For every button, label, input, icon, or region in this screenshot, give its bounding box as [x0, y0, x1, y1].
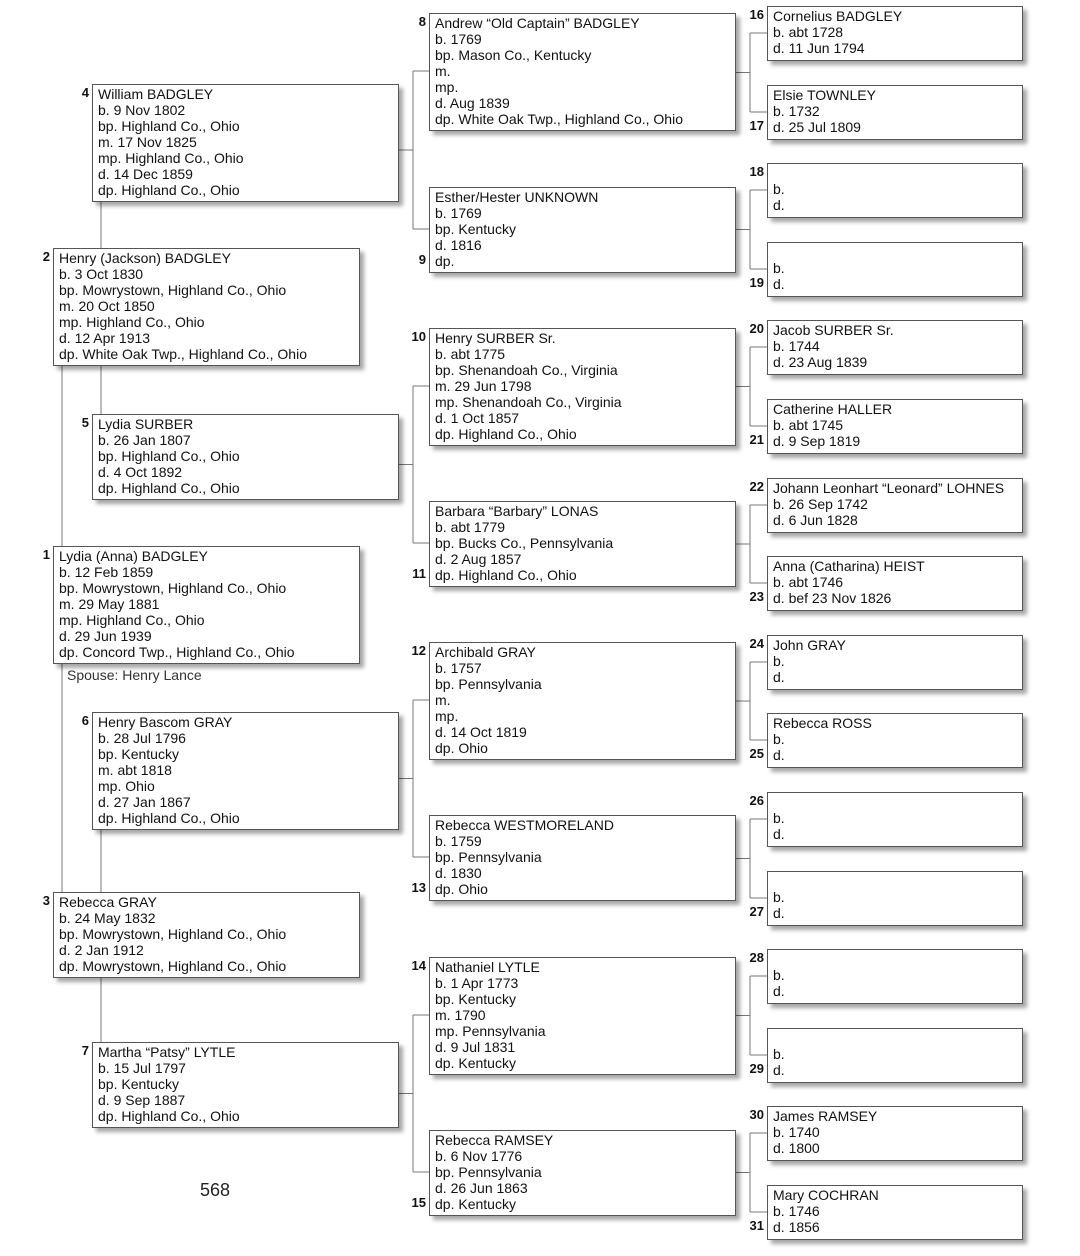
person-box-15[interactable]	[429, 1130, 736, 1216]
ahnentafel-number: 14	[411, 958, 426, 973]
person-name: Rebecca GRAY	[59, 894, 157, 910]
person-detail: b. 28 Jul 1796	[98, 730, 186, 746]
person-detail: mp. Highland Co., Ohio	[98, 150, 244, 166]
person-detail: m.	[435, 63, 451, 79]
person-detail: bp. Mowrystown, Highland Co., Ohio	[59, 580, 287, 596]
person-detail: b. 15 Jul 1797	[98, 1060, 186, 1076]
person-detail: d. 23 Aug 1839	[773, 354, 868, 370]
person-detail: bp. Bucks Co., Pennsylvania	[435, 535, 614, 551]
person-detail: bp. Pennsylvania	[435, 849, 542, 865]
person-box-19[interactable]	[767, 242, 1023, 297]
person-name	[773, 165, 1017, 181]
person-detail: d. 2 Jan 1912	[59, 942, 144, 958]
person-box-23[interactable]	[767, 556, 1023, 611]
person-name	[773, 873, 1017, 889]
person-detail: d.	[773, 826, 785, 842]
person-detail: b. abt 1728	[773, 24, 844, 40]
person-name: Esther/Hester UNKNOWN	[435, 189, 599, 205]
ahnentafel-number: 21	[749, 432, 764, 447]
person-name: Johann Leonhart “Leonard” LOHNES	[773, 480, 1005, 496]
person-name: Elsie TOWNLEY	[773, 87, 876, 103]
person-detail: d. 9 Sep 1819	[773, 433, 861, 449]
person-detail: d.	[773, 197, 785, 213]
person-box-17[interactable]	[767, 85, 1023, 140]
person-detail: b.	[773, 967, 785, 983]
ahnentafel-number: 30	[749, 1107, 764, 1122]
ahnentafel-number: 7	[81, 1043, 89, 1058]
person-detail: d. 12 Apr 1913	[59, 330, 151, 346]
person-detail: bp. Mowrystown, Highland Co., Ohio	[59, 282, 287, 298]
person-detail: d. 1830	[435, 865, 482, 881]
person-detail: d.	[773, 905, 785, 921]
person-detail: d. 25 Jul 1809	[773, 119, 861, 135]
person-detail: bp. Kentucky	[98, 746, 179, 762]
person-detail: b.	[773, 1046, 785, 1062]
person-detail: b. 1744	[773, 338, 820, 354]
person-name	[773, 244, 1017, 260]
person-detail: d. 1856	[773, 1219, 820, 1235]
person-detail: bp. Kentucky	[98, 1076, 179, 1092]
ahnentafel-number: 29	[749, 1061, 764, 1076]
person-detail: b. 26 Jan 1807	[98, 432, 191, 448]
ahnentafel-number: 26	[749, 793, 764, 808]
person-detail: b.	[773, 810, 785, 826]
person-name: Catherine HALLER	[773, 401, 893, 417]
person-box-12[interactable]	[429, 642, 736, 760]
person-name: Andrew “Old Captain” BADGLEY	[435, 15, 640, 31]
person-detail: d.	[773, 276, 785, 292]
person-detail: b. 6 Nov 1776	[435, 1148, 523, 1164]
ahnentafel-number: 4	[81, 85, 89, 100]
ahnentafel-number: 8	[418, 14, 426, 29]
person-detail: d.	[773, 747, 785, 763]
person-detail: d.	[773, 1062, 785, 1078]
person-detail: m. 29 May 1881	[59, 596, 160, 612]
ahnentafel-number: 11	[412, 566, 426, 581]
person-detail: d. 26 Jun 1863	[435, 1180, 528, 1196]
person-name	[773, 951, 1017, 967]
person-detail: d. bef 23 Nov 1826	[773, 590, 892, 606]
ahnentafel-number: 23	[749, 589, 764, 604]
person-box-25[interactable]	[767, 713, 1023, 768]
person-name: William BADGLEY	[98, 86, 214, 102]
person-detail: dp. White Oak Twp., Highland Co., Ohio	[59, 346, 307, 362]
person-box-31[interactable]	[767, 1185, 1023, 1240]
person-detail: d. 1800	[773, 1140, 820, 1156]
person-detail: d. 4 Oct 1892	[98, 464, 183, 480]
person-detail: dp. Highland Co., Ohio	[98, 1108, 240, 1124]
person-box-30[interactable]	[767, 1106, 1023, 1161]
person-detail: b. 24 May 1832	[59, 910, 156, 926]
person-box-16[interactable]	[767, 6, 1023, 61]
person-detail: d.	[773, 669, 785, 685]
ahnentafel-number: 12	[411, 643, 426, 658]
person-detail: dp. Highland Co., Ohio	[98, 810, 240, 826]
person-name: Rebecca WESTMORELAND	[435, 817, 614, 833]
person-detail: d. 2 Aug 1857	[435, 551, 522, 567]
person-detail: dp. Mowrystown, Highland Co., Ohio	[59, 958, 287, 974]
person-detail: dp. Ohio	[435, 740, 488, 756]
person-box-18[interactable]	[767, 163, 1023, 218]
person-box-10[interactable]	[429, 328, 736, 446]
person-detail: bp. Pennsylvania	[435, 1164, 542, 1180]
person-box-20[interactable]	[767, 320, 1023, 375]
person-box-6[interactable]	[92, 712, 399, 830]
person-detail: bp. Shenandoah Co., Virginia	[435, 362, 618, 378]
ahnentafel-number: 3	[42, 893, 50, 908]
person-box-14[interactable]	[429, 957, 736, 1075]
person-box-28[interactable]	[767, 949, 1023, 1004]
person-detail: b. 1 Apr 1773	[435, 975, 519, 991]
person-detail: mp. Shenandoah Co., Virginia	[435, 394, 622, 410]
ahnentafel-number: 9	[418, 252, 426, 267]
ahnentafel-number: 16	[749, 7, 764, 22]
person-name	[773, 794, 1017, 810]
ahnentafel-number: 25	[749, 746, 764, 761]
person-detail: dp. Concord Twp., Highland Co., Ohio	[59, 644, 295, 660]
person-name: James RAMSEY	[773, 1108, 878, 1124]
person-detail: mp.	[435, 79, 459, 95]
ahnentafel-number: 15	[411, 1195, 426, 1210]
person-name: Mary COCHRAN	[773, 1187, 879, 1203]
person-detail: b. 26 Sep 1742	[773, 496, 868, 512]
person-box-3[interactable]	[53, 892, 360, 978]
person-name: Henry SURBER Sr.	[435, 330, 556, 346]
person-detail: b. 1769	[435, 205, 482, 221]
spouse-note: Spouse: Henry Lance	[67, 667, 202, 683]
person-detail: b. abt 1775	[435, 346, 506, 362]
person-name: John GRAY	[773, 637, 846, 653]
person-name: Henry Bascom GRAY	[98, 714, 233, 730]
person-name: Barbara “Barbary” LONAS	[435, 503, 599, 519]
person-detail: dp. Highland Co., Ohio	[98, 182, 240, 198]
ahnentafel-number: 2	[42, 249, 50, 264]
person-detail: b. 1746	[773, 1203, 820, 1219]
person-detail: d. 14 Dec 1859	[98, 166, 193, 182]
person-box-5[interactable]	[92, 414, 399, 500]
person-box-29[interactable]	[767, 1028, 1023, 1083]
person-detail: b. abt 1779	[435, 519, 506, 535]
person-box-4[interactable]	[92, 84, 399, 202]
ahnentafel-number: 24	[749, 636, 764, 651]
person-name: Lydia (Anna) BADGLEY	[59, 548, 208, 564]
person-name: Nathaniel LYTLE	[435, 959, 540, 975]
person-detail: m. 20 Oct 1850	[59, 298, 155, 314]
person-detail: bp. Mowrystown, Highland Co., Ohio	[59, 926, 287, 942]
person-name	[773, 1030, 1017, 1046]
ahnentafel-number: 28	[749, 950, 764, 965]
person-detail: d. 9 Sep 1887	[98, 1092, 186, 1108]
person-box-27[interactable]	[767, 871, 1023, 926]
person-detail: b. 1740	[773, 1124, 820, 1140]
ahnentafel-number: 19	[749, 275, 764, 290]
person-detail: m. 1790	[435, 1007, 486, 1023]
person-detail: bp. Highland Co., Ohio	[98, 448, 240, 464]
ahnentafel-number: 13	[411, 880, 426, 895]
ahnentafel-number: 22	[749, 479, 764, 494]
person-detail: mp. Ohio	[98, 778, 155, 794]
person-detail: d.	[773, 983, 785, 999]
person-box-13[interactable]	[429, 815, 736, 901]
person-box-9[interactable]	[429, 187, 736, 273]
person-detail: dp. Highland Co., Ohio	[435, 426, 577, 442]
person-detail: d. 6 Jun 1828	[773, 512, 858, 528]
person-detail: b. 3 Oct 1830	[59, 266, 144, 282]
ahnentafel-number: 1	[42, 547, 50, 562]
person-detail: d. 11 Jun 1794	[773, 40, 865, 56]
person-name: Martha “Patsy” LYTLE	[98, 1044, 236, 1060]
person-detail: d. 27 Jan 1867	[98, 794, 191, 810]
person-detail: d. Aug 1839	[435, 95, 510, 111]
ahnentafel-number: 10	[411, 329, 426, 344]
person-detail: bp. Kentucky	[435, 221, 516, 237]
person-detail: b.	[773, 731, 785, 747]
person-box-21[interactable]	[767, 399, 1023, 454]
person-box-26[interactable]	[767, 792, 1023, 847]
person-detail: m. 29 Jun 1798	[435, 378, 532, 394]
person-detail: d. 14 Oct 1819	[435, 724, 527, 740]
person-box-22[interactable]	[767, 478, 1023, 533]
person-detail: b.	[773, 889, 785, 905]
person-detail: m. abt 1818	[98, 762, 172, 778]
person-detail: bp. Highland Co., Ohio	[98, 118, 240, 134]
person-detail: d. 1 Oct 1857	[435, 410, 520, 426]
person-detail: bp. Pennsylvania	[435, 676, 542, 692]
person-detail: b.	[773, 653, 785, 669]
person-detail: b. 9 Nov 1802	[98, 102, 186, 118]
person-detail: b.	[773, 260, 785, 276]
person-detail: mp.	[435, 708, 459, 724]
person-name: Jacob SURBER Sr.	[773, 322, 894, 338]
person-detail: mp. Highland Co., Ohio	[59, 612, 205, 628]
person-detail: d. 1816	[435, 237, 482, 253]
page-number: 568	[200, 1180, 231, 1200]
person-name: Rebecca RAMSEY	[435, 1132, 554, 1148]
person-detail: m.	[435, 692, 451, 708]
person-detail: bp. Mason Co., Kentucky	[435, 47, 592, 63]
person-detail: dp.	[435, 253, 455, 269]
person-detail: b. 1759	[435, 833, 482, 849]
person-detail: d. 29 Jun 1939	[59, 628, 152, 644]
person-detail: b.	[773, 181, 785, 197]
person-name: Archibald GRAY	[435, 644, 536, 660]
ahnentafel-number: 20	[749, 321, 764, 336]
person-detail: dp. White Oak Twp., Highland Co., Ohio	[435, 111, 683, 127]
person-detail: d. 9 Jul 1831	[435, 1039, 516, 1055]
person-detail: dp. Ohio	[435, 881, 488, 897]
ahnentafel-number: 18	[749, 164, 764, 179]
person-detail: mp. Highland Co., Ohio	[59, 314, 205, 330]
person-detail: bp. Kentucky	[435, 991, 516, 1007]
person-detail: b. 1757	[435, 660, 482, 676]
ahnentafel-number: 27	[749, 904, 764, 919]
person-detail: dp. Highland Co., Ohio	[435, 567, 577, 583]
person-detail: b. 12 Feb 1859	[59, 564, 154, 580]
person-name: Rebecca ROSS	[773, 715, 872, 731]
person-name: Anna (Catharina) HEIST	[773, 558, 925, 574]
person-detail: mp. Pennsylvania	[435, 1023, 546, 1039]
person-box-7[interactable]	[92, 1042, 399, 1128]
ahnentafel-number: 6	[81, 713, 89, 728]
person-detail: b. abt 1746	[773, 574, 844, 590]
person-box-1[interactable]	[53, 546, 360, 664]
person-detail: b. 1769	[435, 31, 482, 47]
person-box-8[interactable]	[429, 13, 736, 131]
person-detail: m. 17 Nov 1825	[98, 134, 197, 150]
person-detail: dp. Highland Co., Ohio	[98, 480, 240, 496]
person-box-11[interactable]	[429, 501, 736, 587]
person-detail: b. 1732	[773, 103, 820, 119]
ahnentafel-number: 17	[749, 118, 764, 133]
person-name: Henry (Jackson) BADGLEY	[59, 250, 231, 266]
person-detail: dp. Kentucky	[435, 1196, 516, 1212]
person-box-2[interactable]	[53, 248, 360, 366]
ahnentafel-number: 31	[749, 1218, 764, 1233]
person-detail: b. abt 1745	[773, 417, 844, 433]
person-detail: dp. Kentucky	[435, 1055, 516, 1071]
person-name: Cornelius BADGLEY	[773, 8, 903, 24]
ahnentafel-number: 5	[81, 415, 89, 430]
person-box-24[interactable]	[767, 635, 1023, 690]
person-name: Lydia SURBER	[98, 416, 194, 432]
